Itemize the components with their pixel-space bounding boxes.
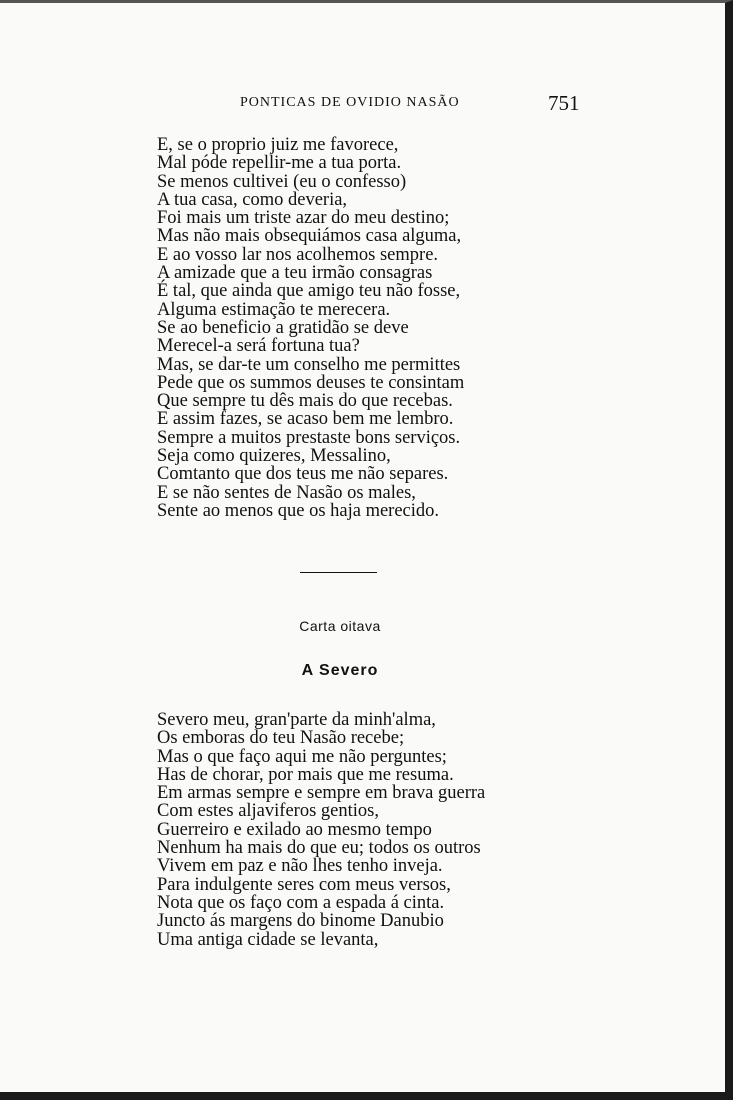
section-divider: [300, 572, 377, 573]
verse-line: Guerreiro e exilado ao mesmo tempo: [157, 819, 432, 840]
verse-line: Sempre a muitos prestaste bons serviços.: [157, 427, 461, 448]
verse-line: Se menos cultivei (eu o confesso): [157, 171, 407, 192]
verse-line: Severo meu, gran'parte da minh'alma,: [157, 710, 436, 730]
verse-line: E, se o proprio juiz me favorece,: [157, 135, 399, 155]
verse-line: E ao vosso lar nos acolhemos sempre.: [157, 244, 439, 265]
verse-line: Seja como quizeres, Messalino,: [157, 446, 391, 467]
verse-line: Juncto ás margens do binome Danubio: [157, 911, 444, 932]
verse-line: Merecel-a será fortuna tua?: [157, 336, 360, 357]
section-label: Carta oitava: [299, 618, 381, 634]
running-header: PONTICAS DE OVIDIO NASÃO: [240, 95, 460, 110]
verse-line: Has de chorar, por mais que me resuma.: [157, 764, 454, 785]
poem-stanza-1: [157, 136, 464, 520]
verse-line: Que sempre tu dês mais do que recebas.: [157, 391, 453, 412]
page-number: 751: [548, 91, 580, 115]
verse-line: Mas, se dar-te um conselho me permittes: [157, 354, 461, 375]
verse-line: É tal, que ainda que amigo teu não fosse,: [157, 281, 461, 302]
section-title: A Severo: [301, 662, 379, 679]
verse-line: Com estes aljaviferos gentios,: [157, 801, 379, 822]
verse-line: Mal póde repellir-me a tua porta.: [157, 153, 402, 174]
verse-line: A amizade que a teu irmão consagras: [157, 263, 433, 284]
verse-line: Para indulgente seres com meus versos,: [157, 874, 451, 895]
verse-line: Foi mais um triste azar do meu destino;: [157, 208, 450, 229]
verse-line: Nota que os faço com a espada á cinta.: [157, 892, 445, 913]
verse-line: E se não sentes de Nasão os males,: [157, 482, 416, 503]
verse-line: Vivem em paz e não lhes tenho inveja.: [157, 856, 443, 877]
verse-line: A tua casa, como deveria,: [157, 189, 348, 210]
verse-line: Comtanto que dos teus me não separes.: [157, 464, 449, 485]
verse-line: Os emboras do teu Nasão recebe;: [157, 728, 405, 749]
verse-line: Nenhum ha mais do que eu; todos os outros: [157, 838, 481, 859]
verse-line: E assim fazes, se acaso bem me lembro.: [157, 409, 454, 430]
verse-line: Em armas sempre e sempre em brava guerra: [157, 783, 486, 804]
verse-line: Uma antiga cidade se levanta,: [157, 929, 379, 950]
verse-line: Mas não mais obsequiámos casa alguma,: [157, 226, 462, 247]
verse-line: Pede que os summos deuses te consintam: [157, 372, 465, 393]
poem-stanza-2: [157, 711, 485, 949]
verse-line: Mas o que faço aqui me não perguntes;: [157, 746, 447, 767]
verse-line: Sente ao menos que os haja merecido.: [157, 500, 440, 521]
verse-line: Se ao beneficio a gratidão se deve: [157, 317, 409, 338]
verse-line: Alguma estimação te merecera.: [157, 299, 391, 320]
